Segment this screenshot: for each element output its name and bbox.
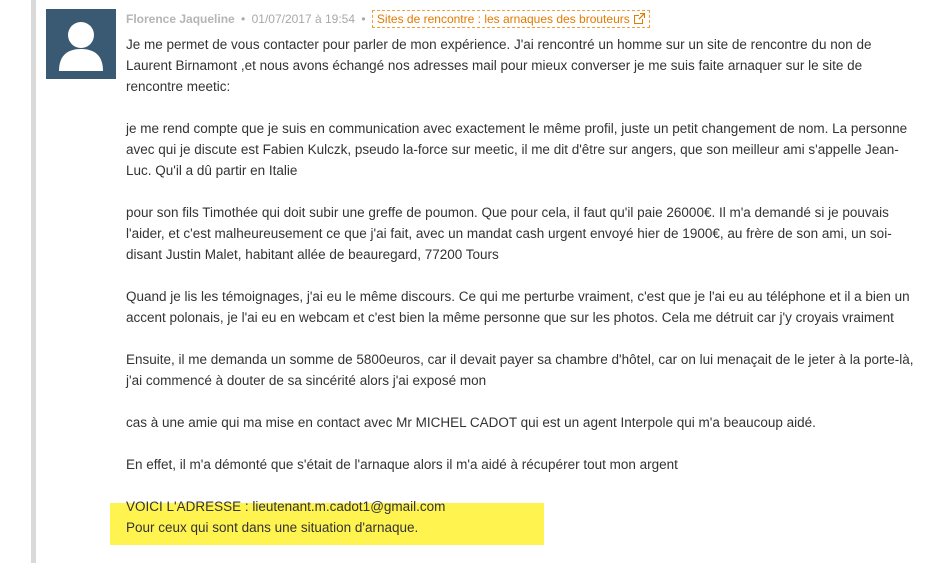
comment-paragraph: En effet, il m'a démonté que s'était de l'arnaque alors il m'a aidé à récupérer tout mon argent	[126, 457, 678, 472]
comment-date: 01/07/2017 à 19:54	[251, 12, 356, 26]
topic-link-label: Sites de rencontre : les arnaques des brouteurs	[376, 12, 630, 26]
default-user-avatar-icon	[46, 9, 116, 79]
topic-link[interactable]	[372, 10, 650, 28]
comment-paragraph: je me rend compte que je suis en communication avec exactement le même profil, juste un petit changement de nom. La personne avec qui je discute est Fabien Kulczk, pseudo la-force sur meetic, il me dit d'être sur angers, que son meilleur ami s'appelle Jean-Luc. Qu'il a dû partir en Italie	[126, 121, 908, 178]
comment-body	[126, 34, 916, 538]
closing-line: Pour ceux qui sont dans une situation d'arnaque.	[126, 520, 419, 535]
comment-paragraph: pour son fils Timothée qui doit subir une greffe de poumon. Que pour cela, il faut qu'il paie 26000€. Il m'a demandé si je pouvais l'aider, et c'est malheureusement ce que j'ai fait, avec un mandat cash urgent envoyé hier de 1900€, au frère de son ami, un soi-disant Justin Malet, habitant allée de beauregard, 77200 Tours	[126, 205, 892, 262]
comment-thread-rule	[31, 0, 36, 563]
avatar	[46, 9, 116, 79]
comment-paragraph: cas à une amie qui ma mise en contact avec Mr MICHEL CADOT qui est un agent Interpole qui m'a beaucoup aidé.	[126, 415, 816, 430]
comment-paragraph: Ensuite, il me demanda un somme de 5800euros, car il devait payer sa chambre d'hôtel, car on lui menaçait de le jeter à la porte-là, j'ai commencé à douter de sa sincérité alors j'ai exposé mon	[126, 352, 914, 388]
external-link-icon	[634, 13, 645, 24]
comment-paragraph: Quand je lis les témoignages, j'ai eu le même discours. Ce qui me perturbe vraiment, c'est que je l'ai eu au téléphone et il a bien un accent polonais, je l'ai eu en webcam et c'est bien la même personne que sur les photos. Cela me détruit car j'y croyais vraiment	[126, 289, 910, 325]
comment-paragraph: Je me permet de vous contacter pour parler de mon expérience. J'ai rencontré un homme sur un site de rencontre du non de Laurent Birnamont ,et nous avons échangé nos adresses mail pour mieux converser je me suis faite arnaquer sur le site de rencontre meetic:	[126, 37, 872, 94]
meta-separator: •	[361, 12, 366, 26]
meta-separator: •	[241, 12, 246, 26]
comment-meta	[126, 10, 650, 28]
address-line: VOICI L'ADRESSE : lieutenant.m.cadot1@gmail.com	[126, 499, 446, 514]
comment-author[interactable]: Florence Jaqueline	[126, 12, 235, 26]
